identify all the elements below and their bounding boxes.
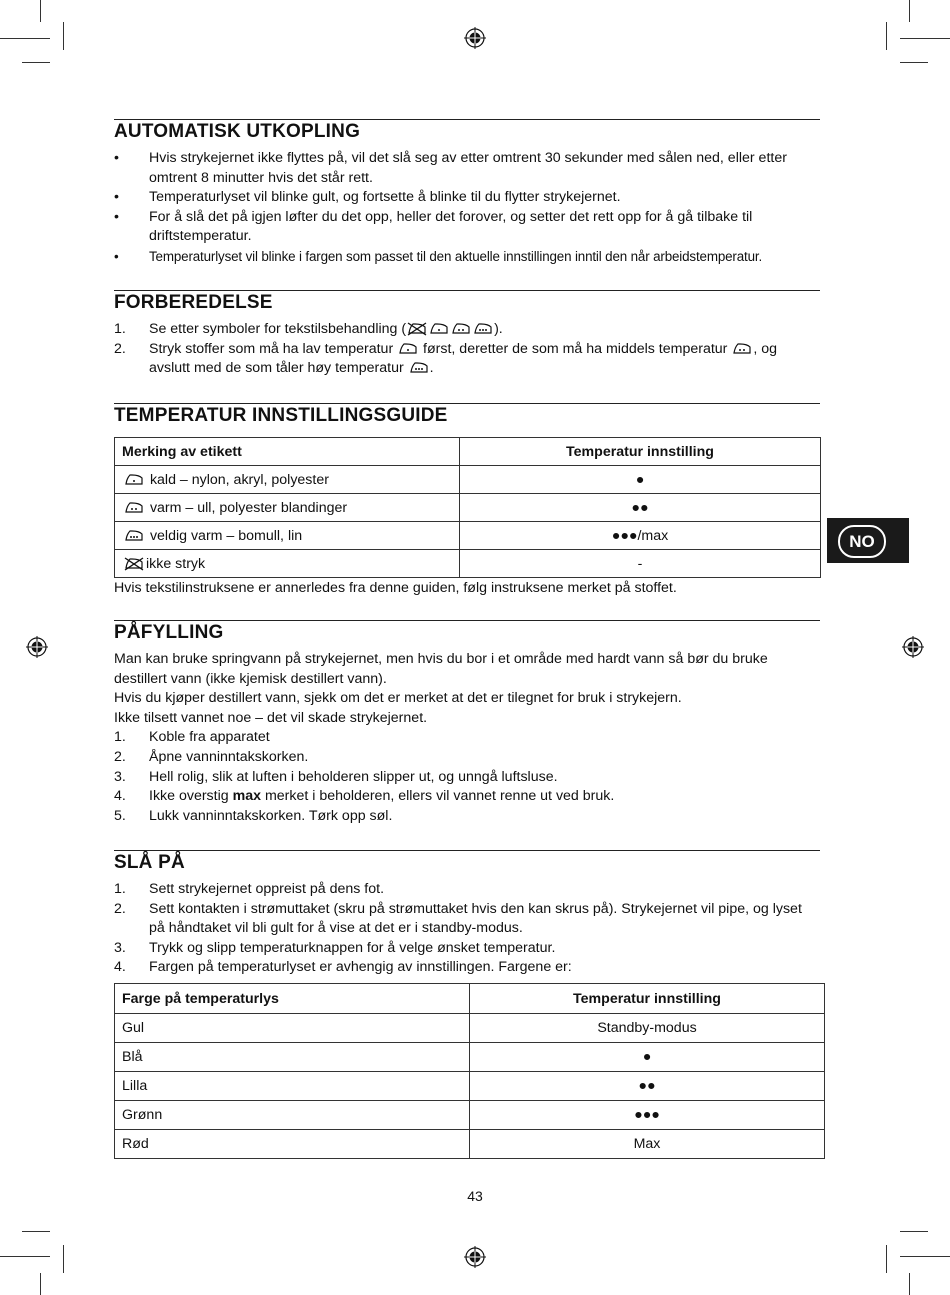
- crop-mark: [900, 62, 928, 63]
- list-number: 2.: [114, 748, 126, 765]
- list-item: [114, 958, 820, 978]
- list-number: 3.: [114, 939, 126, 956]
- section-temperatur-guide: [114, 403, 820, 599]
- table-row: [115, 466, 821, 494]
- language-badge-label: NO: [838, 525, 886, 558]
- table-cell: -: [460, 550, 821, 578]
- registration-mark-icon: [902, 636, 924, 658]
- table-cell: [115, 522, 460, 550]
- list-item-text: Trykk og slipp temperaturknappen for å velge ønsket temperatur.: [149, 939, 556, 956]
- table-cell: Gul: [115, 1014, 470, 1043]
- list-item-text: Hvis strykejernet ikke flyttes på, vil det slå seg av etter omtrent 30 sekunder med sålen ned, eller etter omtrent 8 minutter hvis det står rett.: [149, 150, 787, 186]
- crop-mark: [909, 1273, 910, 1295]
- section-pafylling: [114, 620, 820, 826]
- table-cell: ●●●: [470, 1101, 825, 1130]
- section-title: TEMPERATUR INNSTILLINGSGUIDE: [114, 405, 448, 426]
- list-item-text-end: .: [429, 360, 434, 377]
- iron-two-dots-icon: [731, 342, 753, 356]
- list-number: 5.: [114, 807, 126, 824]
- table-cell: Standby-modus: [470, 1014, 825, 1043]
- list-item-text: Se etter symboler for tekstilsbehandling (: [149, 321, 407, 337]
- table-cell: [115, 494, 460, 522]
- list-item-text: først, deretter de som må ha middels temperatur: [419, 340, 732, 357]
- iron-crossed-icon: [406, 322, 428, 336]
- iron-one-dot-icon: [428, 322, 450, 336]
- crop-mark: [22, 62, 50, 63]
- list-item: [114, 247, 820, 267]
- section-sla-pa: [114, 850, 820, 978]
- crop-mark: [22, 1231, 50, 1232]
- table-cell: ●: [460, 466, 821, 494]
- list-item-text: Temperaturlyset vil blinke gult, og fortsette å blinke til du flytter strykejernet.: [149, 189, 621, 206]
- iron-one-dot-icon: [122, 473, 146, 487]
- table-cell: [115, 466, 460, 494]
- paragraph: Hvis du kjøper destillert vann, sjekk om det er merket at det er tilegnet for bruk i strykejern.: [114, 690, 682, 707]
- list-item: [114, 149, 820, 188]
- table-row: [115, 1014, 825, 1043]
- list-item-text-end: ).: [494, 321, 503, 337]
- list-item: [114, 939, 820, 959]
- label-text: veldig varm – bomull, lin: [149, 527, 303, 544]
- list-item-text: Stryk stoffer som må ha lav temperatur: [149, 340, 398, 357]
- crop-mark: [900, 38, 950, 39]
- table-row: [115, 1072, 825, 1101]
- list-number: 1.: [114, 881, 126, 897]
- registration-mark-icon: [464, 27, 486, 49]
- table-header-row: [115, 984, 825, 1014]
- table-cell: ●●●/max: [460, 522, 821, 550]
- crop-mark: [886, 22, 887, 50]
- list-item-text: For å slå det på igjen løfter du det opp, heller det forover, og setter det rett opp for å gå tilbake til driftstemperatur.: [149, 208, 753, 245]
- iron-three-dots-icon: [122, 529, 146, 543]
- list-item-text: Hell rolig, slik at luften i beholderen slipper ut, og unngå luftsluse.: [149, 768, 558, 785]
- table-row: [115, 550, 821, 578]
- table-header: Farge på temperaturlys: [115, 984, 470, 1014]
- iron-three-dots-icon: [408, 361, 430, 375]
- list-number: 1.: [114, 321, 126, 337]
- page-number: 43: [467, 1188, 483, 1204]
- bullet: •: [114, 208, 119, 225]
- iron-two-dots-icon: [450, 322, 472, 336]
- list-item: [114, 900, 820, 939]
- registration-mark-icon: [464, 1246, 486, 1268]
- list-item: [114, 340, 820, 379]
- iron-crossed-icon: [122, 557, 146, 571]
- list-number: 3.: [114, 768, 126, 785]
- table-header: Temperatur innstilling: [460, 438, 821, 466]
- section-title: FORBEREDELSE: [114, 292, 273, 313]
- table-cell: ●●: [460, 494, 821, 522]
- list-item-text: Temperaturlyset vil blinke i fargen som passet til den aktuelle innstillingen inntil den når arbeidstemperatur.: [149, 248, 763, 264]
- table-cell: Lilla: [115, 1072, 470, 1101]
- iron-three-dots-icon: [472, 322, 494, 336]
- list-item-text: merket i beholderen, ellers vil vannet renne ut ved bruk.: [261, 788, 615, 805]
- table-row: [115, 1043, 825, 1072]
- section-title: PÅFYLLING: [114, 622, 224, 643]
- label-text: kald – nylon, akryl, polyester: [149, 471, 329, 488]
- crop-mark: [0, 1256, 50, 1257]
- bullet: •: [114, 248, 119, 264]
- list-item: [114, 208, 820, 247]
- table-cell: Grønn: [115, 1101, 470, 1130]
- temperature-guide-table: [114, 437, 821, 578]
- table-cell: ●: [470, 1043, 825, 1072]
- crop-mark: [886, 1245, 887, 1273]
- crop-mark: [900, 1231, 928, 1232]
- note-text: Hvis tekstilinstruksene er annerledes fra denne guiden, følg instruksene merket på stoffet.: [114, 580, 677, 596]
- paragraph: Man kan bruke springvann på strykejernet, men hvis du bor i et område med hardt vann så bør du bruke destillert vann (ikke kjemisk destillert vann).: [114, 651, 768, 687]
- list-item-text: Sett kontakten i strømuttaket (skru på strømuttaket hvis den kan skrus på). Strykejernet vil pipe, og lyset på håndtaket vil bli gult for å vise at det er i standby-modus.: [149, 900, 802, 937]
- section-forberedelse: [114, 290, 820, 379]
- table-cell: ●●: [470, 1072, 825, 1101]
- crop-mark: [900, 1256, 950, 1257]
- table-row: [115, 522, 821, 550]
- iron-one-dot-icon: [397, 342, 419, 356]
- max-emphasis: max: [232, 788, 261, 805]
- list-number: 1.: [114, 729, 126, 746]
- table-row: [115, 1101, 825, 1130]
- list-item: [114, 807, 820, 827]
- label-text: varm – ull, polyester blandinger: [149, 499, 348, 516]
- table-cell: Blå: [115, 1043, 470, 1072]
- list-item: [114, 787, 820, 807]
- table-header: Merking av etikett: [115, 438, 460, 466]
- list-item: [114, 880, 820, 900]
- list-item-text: Ikke overstig: [149, 788, 233, 805]
- list-item-text: Fargen på temperaturlyset er avhengig av innstillingen. Fargene er:: [149, 959, 572, 976]
- section-automatisk-utkopling: [114, 119, 820, 267]
- section-title: AUTOMATISK UTKOPLING: [114, 121, 361, 142]
- table-cell: Max: [470, 1130, 825, 1159]
- list-number: 2.: [114, 340, 126, 357]
- list-item: [114, 748, 820, 768]
- table-row: [115, 1130, 825, 1159]
- light-color-table: [114, 983, 825, 1159]
- crop-mark: [40, 1273, 41, 1295]
- section-title: SLÅ PÅ: [114, 852, 185, 873]
- table-header-row: [115, 438, 821, 466]
- list-item: [114, 188, 820, 208]
- list-item-text: Lukk vanninntakskorken. Tørk opp søl.: [149, 807, 393, 824]
- table-cell: Rød: [115, 1130, 470, 1159]
- list-item-text: Åpne vanninntakskorken.: [149, 748, 309, 765]
- list-item-text: Koble fra apparatet: [149, 729, 270, 746]
- list-number: 4.: [114, 788, 126, 805]
- paragraph: Ikke tilsett vannet noe – det vil skade strykejernet.: [114, 709, 428, 726]
- list-item-text: Sett strykejernet oppreist på dens fot.: [149, 881, 385, 897]
- list-item-text: , og avslutt med de som tåler høy temperatur: [149, 340, 778, 377]
- list-number: 4.: [114, 959, 126, 976]
- table-row: [115, 494, 821, 522]
- list-number: 2.: [114, 900, 126, 917]
- table-header: Temperatur innstilling: [470, 984, 825, 1014]
- label-text: ikke stryk: [146, 555, 206, 572]
- iron-two-dots-icon: [122, 501, 146, 515]
- crop-mark: [909, 0, 910, 22]
- list-item: [114, 728, 820, 748]
- crop-mark: [63, 22, 64, 50]
- list-item: [114, 768, 820, 788]
- crop-mark: [0, 38, 50, 39]
- table-cell: [115, 550, 460, 578]
- bullet: •: [114, 189, 119, 206]
- registration-mark-icon: [26, 636, 48, 658]
- crop-mark: [63, 1245, 64, 1273]
- bullet: •: [114, 150, 119, 166]
- crop-mark: [40, 0, 41, 22]
- language-badge: [827, 518, 909, 563]
- list-item: [114, 320, 820, 340]
